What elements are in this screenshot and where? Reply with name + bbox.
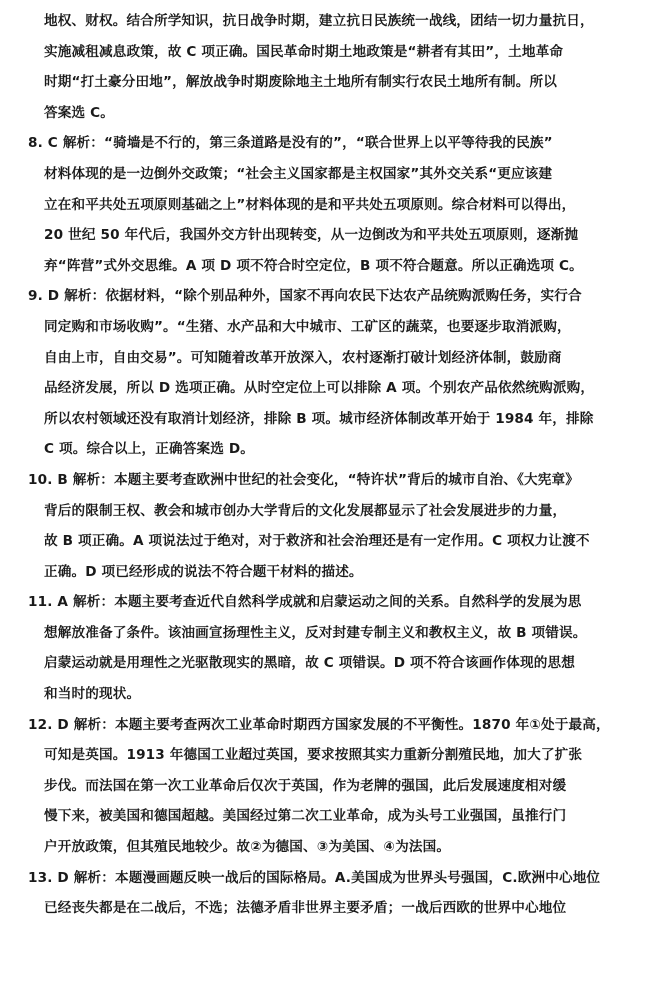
answer-10 [0, 465, 663, 587]
answer-8-first-line: 8. C 解析：“骑墙是不行的，第三条道路是没有的”，“联合世界上以平等待我的民族” [28, 135, 553, 152]
text-line: 已经丧失都是在二战后，不选；法德矛盾非世界主要矛盾；一战后西欧的世界中心地位 [44, 900, 567, 917]
answer-13 [0, 863, 663, 924]
text-line: 户开放政策，但其殖民地较少。故②为德国、③为美国、④为法国。 [44, 839, 451, 856]
text-line: 启蒙运动就是用理性之光驱散现实的黑暗，故 C 项错误。D 项不符合该画作体现的思想 [44, 655, 575, 672]
text-line: 步伐。而法国在第一次工业革命后仅次于英国，作为老牌的强国，此后发展速度相对缓 [44, 777, 567, 794]
text-line: 慢下来，被美国和德国超越。美国经过第二次工业革命，成为头号工业强国，虽推行门 [44, 808, 567, 825]
text-line: 实施减租减息政策，故 C 项正确。国民革命时期土地政策是“耕者有其田”，土地革命 [44, 43, 564, 60]
text-line: 品经济发展，所以 D 选项正确。从时空定位上可以排除 A 项。个别农产品依然统购派购， [44, 380, 595, 397]
answer-12 [0, 710, 663, 863]
text-line: C 项。综合以上，正确答案选 D。 [44, 441, 254, 458]
text-line: 想解放准备了条件。该油画宣扬理性主义，反对封建专制主义和教权主义，故 B 项错误。 [44, 624, 587, 641]
text-line: 20 世纪 50 年代后，我国外交方针出现转变，从一边倒改为和平共处五项原则，逐渐抛 [44, 227, 579, 244]
text-line: 立在和平共处五项原则基础之上”材料体现的是和平共处五项原则。综合材料可以得出， [44, 196, 576, 213]
text-line: 背后的限制王权、教会和城市创办大学背后的文化发展都显示了社会发展进步的力量， [44, 502, 567, 519]
text-line: 和当时的现状。 [44, 686, 141, 703]
answer-9-first-line: 9. D 解析：依据材料，“除个别品种外，国家不再向农民下达农产品统购派购任务，实行合 [28, 288, 582, 305]
answer-9 [0, 281, 663, 465]
answer-10-first-line: 10. B 解析：本题主要考查欧洲中世纪的社会变化，“特许状”背后的城市自治、《大宪章》 [28, 471, 579, 488]
text-line: 材料体现的是一边倒外交政策；“社会主义国家都是主权国家”其外交关系“更应该建 [44, 165, 553, 182]
text-line: 所以农村领域还没有取消计划经济，排除 B 项。城市经济体制改革开始于 1984 年，排除 [44, 410, 594, 427]
text-line: 时期“打土豪分田地”，解放战争时期废除地主土地所有制实行农民土地所有制。所以 [44, 74, 557, 91]
text-line: 自由上市，自由交易”。可知随着改革开放深入，农村逐渐打破计划经济体制，鼓励商 [44, 349, 562, 366]
answer-8 [0, 128, 663, 281]
answer-explanations-page [0, 6, 663, 924]
text-line: 正确。D 项已经形成的说法不符合题干材料的描述。 [44, 563, 363, 580]
answer-11 [0, 587, 663, 709]
text-line: 可知是英国。1913 年德国工业超过英国，要求按照其实力重新分割殖民地，加大了扩张 [44, 747, 583, 764]
answer-13-first-line: 13. D 解析：本题漫画题反映一战后的国际格局。A.美国成为世界头号强国，C.欧洲中心地位 [28, 869, 601, 886]
answer-12-first-line: 12. D 解析：本题主要考查两次工业革命时期西方国家发展的不平衡性。1870 年①处于最高， [28, 716, 610, 733]
text-line: 同定购和市场收购”。“生猪、水产品和大中城市、工矿区的蔬菜，也要逐步取消派购， [44, 318, 571, 335]
text-line: 答案选 C。 [44, 104, 114, 121]
text-line: 故 B 项正确。A 项说法过于绝对，对于救济和社会治理还是有一定作用。C 项权力让渡不 [44, 533, 590, 550]
text-line: 地权、财权。结合所学知识，抗日战争时期，建立抗日民族统一战线，团结一切力量抗日， [44, 13, 594, 29]
answer-11-first-line: 11. A 解析：本题主要考查近代自然科学成就和启蒙运动之间的关系。自然科学的发展为思 [28, 594, 582, 611]
paragraph-7-continuation [0, 6, 663, 128]
text-line: 弃“阵营”式外交思维。A 项 D 项不符合时空定位，B 项不符合题意。所以正确选项 C。 [44, 257, 583, 274]
